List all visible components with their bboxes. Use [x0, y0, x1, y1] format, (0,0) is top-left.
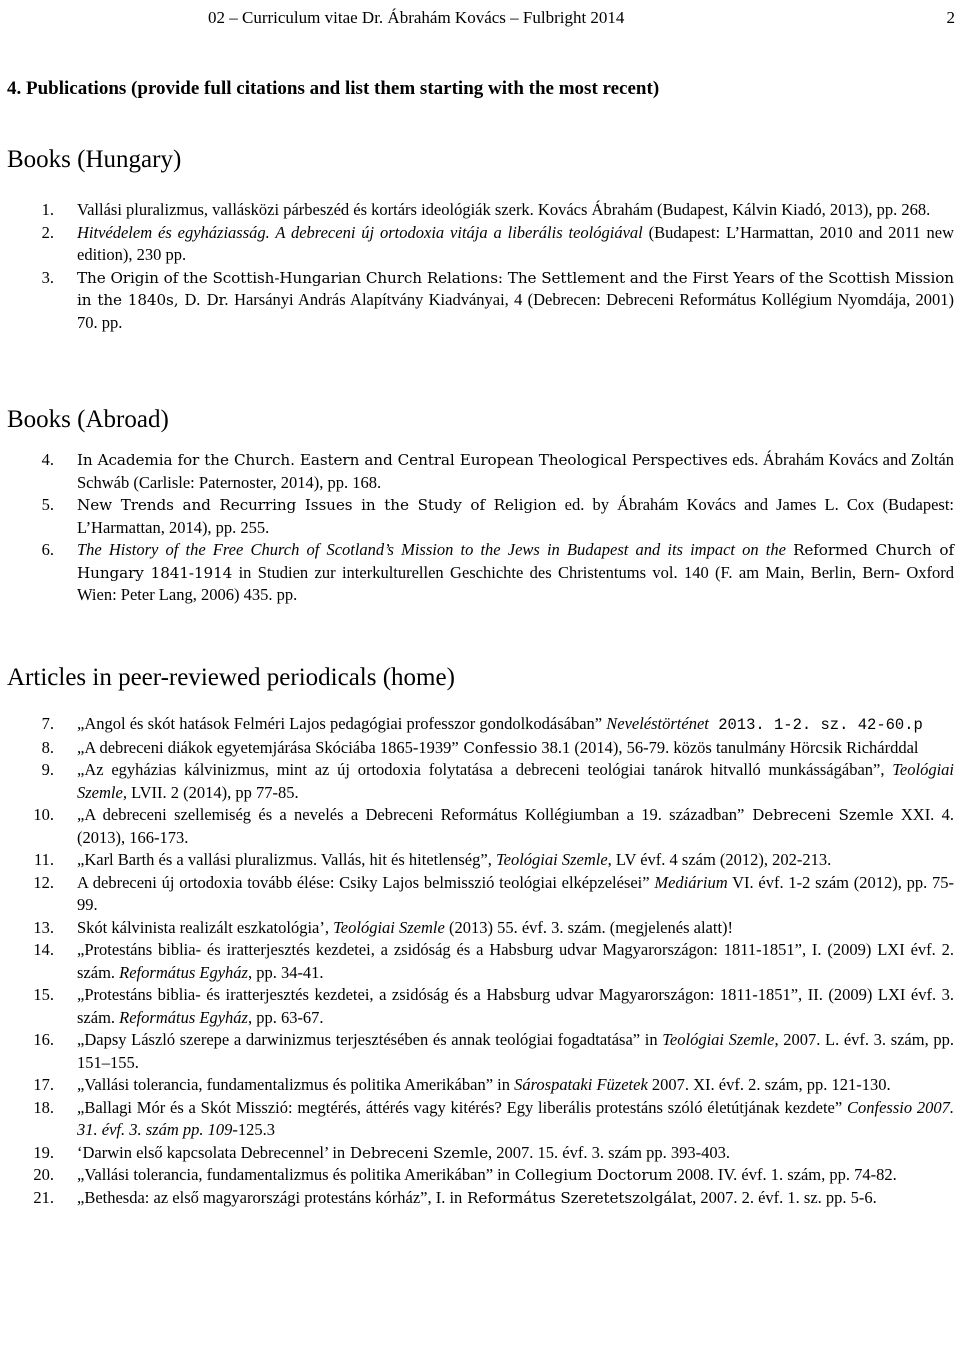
list-item: 1. Vallási pluralizmus, vallásközi párbeszéd és kortárs ideológiák szerk. Kovács Ábrahám (Budapest, Kálvin Kiadó, 2013), pp. 268.	[41, 200, 931, 219]
books-hungary-heading: Books (Hungary)	[7, 146, 182, 173]
list-item: 11. „Karl Barth és a vallási pluralizmus. Vallás, hit és hitetlenség”, Teológiai Szemle, LV évf. 4 szám (2012), 202-213.	[33, 850, 832, 869]
list-item: 15. „Protestáns biblia- és iratterjesztés kezdetei, a zsidóság és a Habsburg udvar Magyarországon: 1811-1851”, II. (2009) LXI évf. 3. szám. Református Egyház, pp. 63-67.	[33, 985, 954, 1027]
list-item: 8. „A debreceni diákok egyetemjárása Skóciába 1865-1939” Confessio 38.1 (2014), 56-79. közös tanulmány Hörcsik Richárddal	[41, 737, 919, 757]
list-item: 16. „Dapsy László szerepe a darwinizmus terjesztésében és annak teológiai fogadtatása” in Teológiai Szemle, 2007. L. évf. 3. szám, pp. 151–155.	[33, 1030, 954, 1072]
books-abroad-heading: Books (Abroad)	[7, 406, 169, 433]
list-item: 20. „Vallási tolerancia, fundamentalizmus és politika Amerikában” in Collegium Doctorum 2008. IV. évf. 1. szám, pp. 74-82.	[33, 1165, 897, 1184]
articles-list	[0, 713, 960, 1209]
list-item: 17. „Vallási tolerancia, fundamentalizmus és politika Amerikában” in Sárospataki Füzetek 2007. XI. évf. 2. szám, pp. 121-130.	[33, 1075, 891, 1094]
articles-heading: Articles in peer-reviewed periodicals (home)	[7, 664, 455, 691]
books-hungary-list	[0, 199, 960, 334]
list-item: 21. „Bethesda: az első magyarországi protestáns kórház”, I. in Református Szeretetszolgálat, 2007. 2. évf. 1. sz. pp. 5-6.	[33, 1187, 877, 1207]
list-item: 6. The History of the Free Church of Scotland’s Mission to the Jews in Budapest and its impact on the Reformed Church of Hungary 1841-1914 in Studien zur interkulturellen Geschichte des Christentums vol. 140 (F. am Main, Berlin, Bern- Oxford Wien: Peter Lang, 2006) 435. pp.	[41, 540, 954, 604]
list-item: 12. A debreceni új ortodoxia tovább élése: Csiky Lajos belmisszió teológiai elképzelései” Mediárium VI. évf. 1-2 szám (2012), pp. 75-99.	[33, 872, 954, 914]
running-header	[0, 4, 960, 30]
list-item: 2. Hitvédelem és egyháziasság. A debreceni új ortodoxia vitája a liberális teológiával (Budapest: L’Harmattan, 2010 and 2011 new edition), 230 pp.	[41, 222, 954, 264]
list-item: 3. The Origin of the Scottish-Hungarian Church Relations: The Settlement and the First Years of the Scottish Mission in the 1840s, D. Dr. Harsányi András Alapítvány Kiadványai, 4 (Debrecen: Debreceni Református Kollégium Nyomdája, 2001) 70. pp.	[41, 267, 954, 332]
list-item: 10. „A debreceni szellemiség és a nevelés a Debreceni Református Kollégiumban a 19. században” Debreceni Szemle XXI. 4. (2013), 166-173.	[33, 805, 954, 847]
list-item: 19. ‘Darwin első kapcsolata Debrecennel’ in Debreceni Szemle, 2007. 15. évf. 3. szám pp. 393-403.	[33, 1142, 731, 1162]
running-head-text: 02 – Curriculum vitae Dr. Ábrahám Kovács – Fulbright 2014	[208, 8, 625, 27]
page-number: 2	[946, 8, 955, 27]
list-item: 9. „Az egyházias kálvinizmus, mint az új ortodoxia folytatása a debreceni teológiai tanárok hitvalló munkásságában”, Teológiai Szemle, LVII. 2 (2014), pp 77-85.	[41, 760, 954, 802]
list-item: 13. Skót kálvinista realizált eszkatológia’, Teológiai Szemle (2013) 55. évf. 3. szám. (megjelenés alatt)!	[33, 917, 734, 937]
books-abroad-list	[0, 449, 960, 607]
list-item: 4. In Academia for the Church. Eastern and Central European Theological Perspectives eds. Ábrahám Kovács and Zoltán Schwáb (Carlisle: Paternoster, 2014), pp. 168.	[41, 450, 954, 492]
list-item: 18. „Ballagi Mór és a Skót Misszió: megtérés, áttérés vagy kitérés? Egy liberális protestáns szóló életútjának kezdete” Confessio 2007. 31. évf. 3. szám pp. 109-125.3	[33, 1097, 954, 1139]
list-item: 14. „Protestáns biblia- és iratterjesztés kezdetei, a zsidóság és a Habsburg udvar Magyarországon: 1811-1851”, I. (2009) LXI évf. 2. szám. Református Egyház, pp. 34-41.	[33, 940, 954, 982]
list-item: 7. „Angol és skót hatások Felméri Lajos pedagógiai professzor gondolkodásában” Neveléstörténet 2013. 1-2. sz. 42-60.p	[41, 714, 923, 734]
list-item: 5. New Trends and Recurring Issues in the Study of Religion ed. by Ábrahám Kovács and James L. Cox (Budapest: L’Harmattan, 2014), pp. 255.	[41, 495, 954, 537]
publications-heading: 4. Publications (provide full citations and list them starting with the most recent)	[7, 78, 660, 99]
